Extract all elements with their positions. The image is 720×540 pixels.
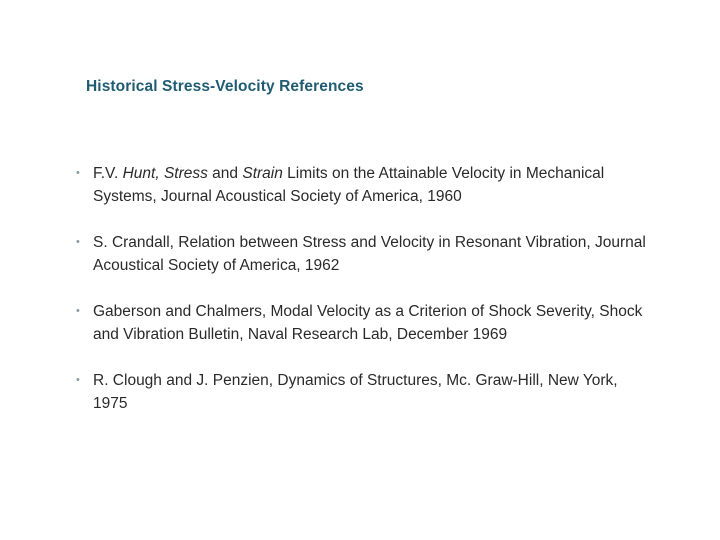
reference-text-part: and (207, 165, 243, 182)
reference-text: Gaberson and Chalmers, Modal Velocity as a Criterion of Shock Severity, Shock and Vibration Bulletin, Naval Research Lab, December 1969 (93, 303, 643, 343)
reference-list (76, 162, 656, 438)
bullet-icon: • (76, 167, 80, 179)
bullet-icon: • (76, 236, 80, 248)
reference-text: R. Clough and J. Penzien, Dynamics of Structures, Mc. Graw-Hill, New York, 1975 (93, 372, 618, 412)
bullet-icon: • (76, 374, 80, 386)
reference-item (76, 369, 656, 415)
reference-text-italic: Hunt, Stress (122, 165, 208, 182)
reference-text-part: F.V. (93, 165, 123, 182)
reference-text-part: Limits on the Attainable Velocity in Mechanical Systems, Journal Acoustical Society of America, 1960 (93, 165, 605, 205)
bullet-icon: • (76, 305, 80, 317)
reference-item (76, 300, 656, 346)
reference-item (76, 162, 656, 208)
slide-title: Historical Stress-Velocity References (86, 78, 364, 95)
reference-text: S. Crandall, Relation between Stress and Velocity in Resonant Vibration, Journal Acoustical Society of America, 1962 (93, 234, 646, 274)
reference-item (76, 231, 656, 277)
reference-text-italic: Strain (242, 165, 283, 182)
